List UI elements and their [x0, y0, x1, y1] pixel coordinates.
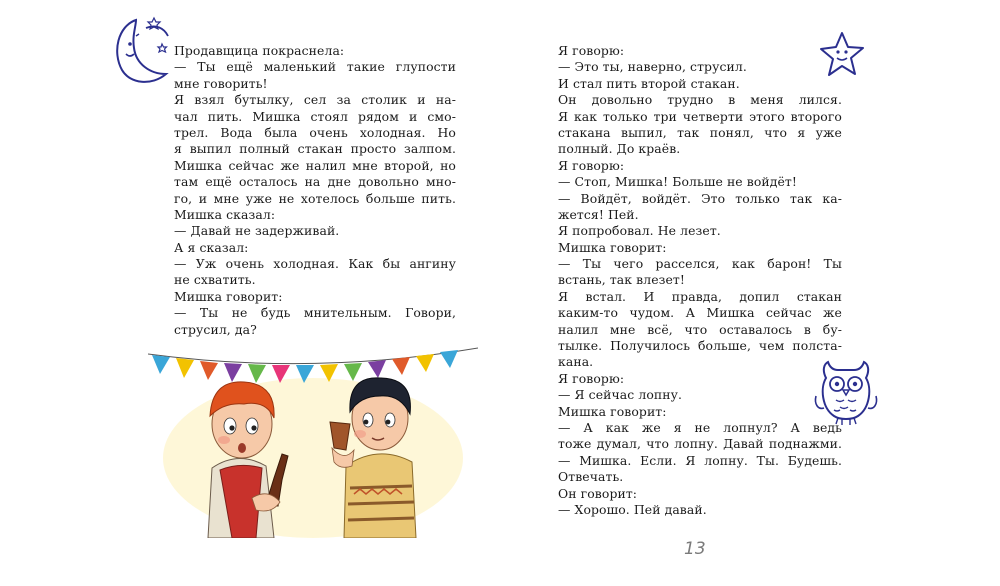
boys-illustration: [148, 338, 478, 538]
text-line: Я как только три четверти этого второго: [558, 108, 842, 124]
text-line: Он довольно трудно в меня лился.: [558, 92, 842, 108]
right-column-text: [558, 43, 842, 518]
text-line: налил мне всё, что оставалось в бу-: [558, 321, 842, 337]
text-line: Я говорю:: [558, 370, 625, 386]
text-line: Отвечать.: [558, 469, 624, 485]
text-line: Я говорю:: [558, 157, 625, 173]
text-line: чал пить. Мишка стоял рядом и смо-: [174, 108, 456, 124]
text-line: — Давай не задерживай.: [174, 223, 340, 239]
text-line: Продавщица покраснела:: [174, 43, 345, 58]
background-wash: [163, 378, 463, 538]
text-line: кана.: [558, 354, 594, 370]
text-line: там ещё осталось на дне довольно мно-: [174, 174, 456, 190]
text-line: Я встал. И правда, допил стакан: [558, 288, 842, 304]
text-line: — Стоп, Мишка! Больше не войдёт!: [558, 174, 797, 190]
text-line: — Уж очень холодная. Как бы ангину: [174, 256, 456, 272]
text-line: Я взял бутылку, сел за столик и на-: [174, 92, 456, 108]
text-line: я выпил полный стакан просто залпом.: [174, 141, 456, 157]
text-line: Мишка говорит:: [174, 288, 283, 304]
text-line: Мишка говорит:: [558, 403, 667, 419]
text-line: мне говорить!: [174, 75, 268, 91]
text-line: Я говорю:: [558, 43, 625, 58]
text-line: каким-то чудом. А Мишка сейчас же: [558, 305, 842, 321]
text-line: тоже думал, что лопну. Давай поднажми.: [558, 436, 842, 452]
text-line: — Ты не будь мнительным. Говори,: [174, 305, 456, 321]
page-number: 13: [684, 539, 706, 559]
text-line: стакана выпил, так понял, что я уже: [558, 124, 842, 140]
moon-doodle-icon: [106, 14, 176, 88]
text-line: — Ты чего расселся, как барон! Ты: [558, 256, 842, 272]
left-column-text: [174, 43, 456, 338]
text-line: — Это ты, наверно, струсил.: [558, 59, 747, 75]
text-line: И стал пить второй стакан.: [558, 75, 740, 91]
text-line: полный. До краёв.: [558, 141, 681, 157]
text-line: го, и мне уже не хотелось больше пить.: [174, 190, 456, 206]
text-line: Я попробовал. Не лезет.: [558, 223, 721, 239]
text-line: — Войдёт, войдёт. Это только так ка-: [558, 190, 842, 206]
text-line: жется! Пей.: [558, 206, 639, 222]
text-line: не схватить.: [174, 272, 256, 288]
text-line: — Я сейчас лопну.: [558, 387, 683, 403]
bunting-flags: [152, 350, 458, 383]
text-line: трел. Вода была очень холодная. Но: [174, 124, 456, 140]
text-line: — Хорошо. Пей давай.: [558, 501, 707, 517]
text-line: струсил, да?: [174, 321, 257, 337]
text-line: Мишка сказал:: [174, 206, 276, 222]
text-line: тылке. Получилось больше, чем полста-: [558, 338, 842, 354]
text-line: — Ты ещё маленький такие глупости: [174, 59, 456, 75]
text-line: А я сказал:: [174, 239, 249, 255]
text-line: Он говорит:: [558, 485, 638, 501]
text-line: Мишка говорит:: [558, 239, 667, 255]
text-line: Мишка сейчас же налил мне второй, но: [174, 157, 456, 173]
text-line: — Мишка. Если. Я лопну. Ты. Будешь.: [558, 452, 842, 468]
text-line: встань, так влезет!: [558, 272, 685, 288]
text-line: — А как же я не лопнул? А ведь: [558, 419, 842, 435]
